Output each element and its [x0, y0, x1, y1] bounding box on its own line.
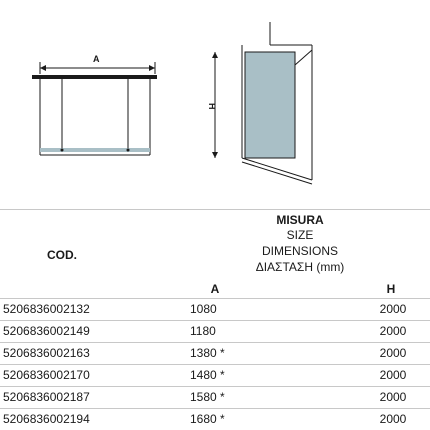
table-top-divider: [0, 209, 430, 210]
table-row: [0, 342, 430, 364]
code-column-header: COD.: [47, 248, 77, 262]
table-row: [0, 386, 430, 408]
row-h: 2000: [379, 324, 407, 338]
row-a: 1180: [190, 324, 216, 338]
row-h: 2000: [379, 368, 407, 382]
front-view-drawing: [0, 40, 200, 210]
row-a: 1680 *: [190, 412, 225, 426]
row-code: 5206836002132: [3, 302, 90, 316]
row-h: 2000: [379, 302, 407, 316]
row-code: 5206836002163: [3, 346, 90, 360]
size-header-size: SIZE: [286, 228, 314, 242]
row-code: 5206836002149: [3, 324, 90, 338]
size-header-greek: ΔΙΑΣΤΑΣΗ (mm): [255, 260, 345, 274]
row-a: 1480 *: [190, 368, 225, 382]
table-row: [0, 364, 430, 386]
table-row: [0, 320, 430, 342]
size-header-misura: MISURA: [276, 213, 324, 227]
column-h-header: H: [386, 282, 396, 296]
row-h: 2000: [379, 412, 407, 426]
row-h: 2000: [379, 346, 407, 360]
side-dim-label: H: [207, 103, 217, 110]
front-dim-label: A: [93, 54, 100, 64]
technical-drawings: [0, 0, 430, 205]
row-a: 1080: [190, 302, 217, 316]
side-view-drawing: [200, 10, 400, 200]
table-row: [0, 408, 430, 430]
row-a: 1380 *: [190, 346, 225, 360]
row-code: 5206836002170: [3, 368, 90, 382]
size-header-dimensions: DIMENSIONS: [261, 244, 338, 258]
row-code: 5206836002187: [3, 390, 90, 404]
table-row: [0, 298, 430, 320]
row-h: 2000: [379, 390, 407, 404]
row-a: 1580 *: [190, 390, 225, 404]
row-code: 5206836002194: [3, 412, 90, 426]
spec-table: [0, 205, 430, 430]
column-a-header: A: [210, 282, 220, 296]
